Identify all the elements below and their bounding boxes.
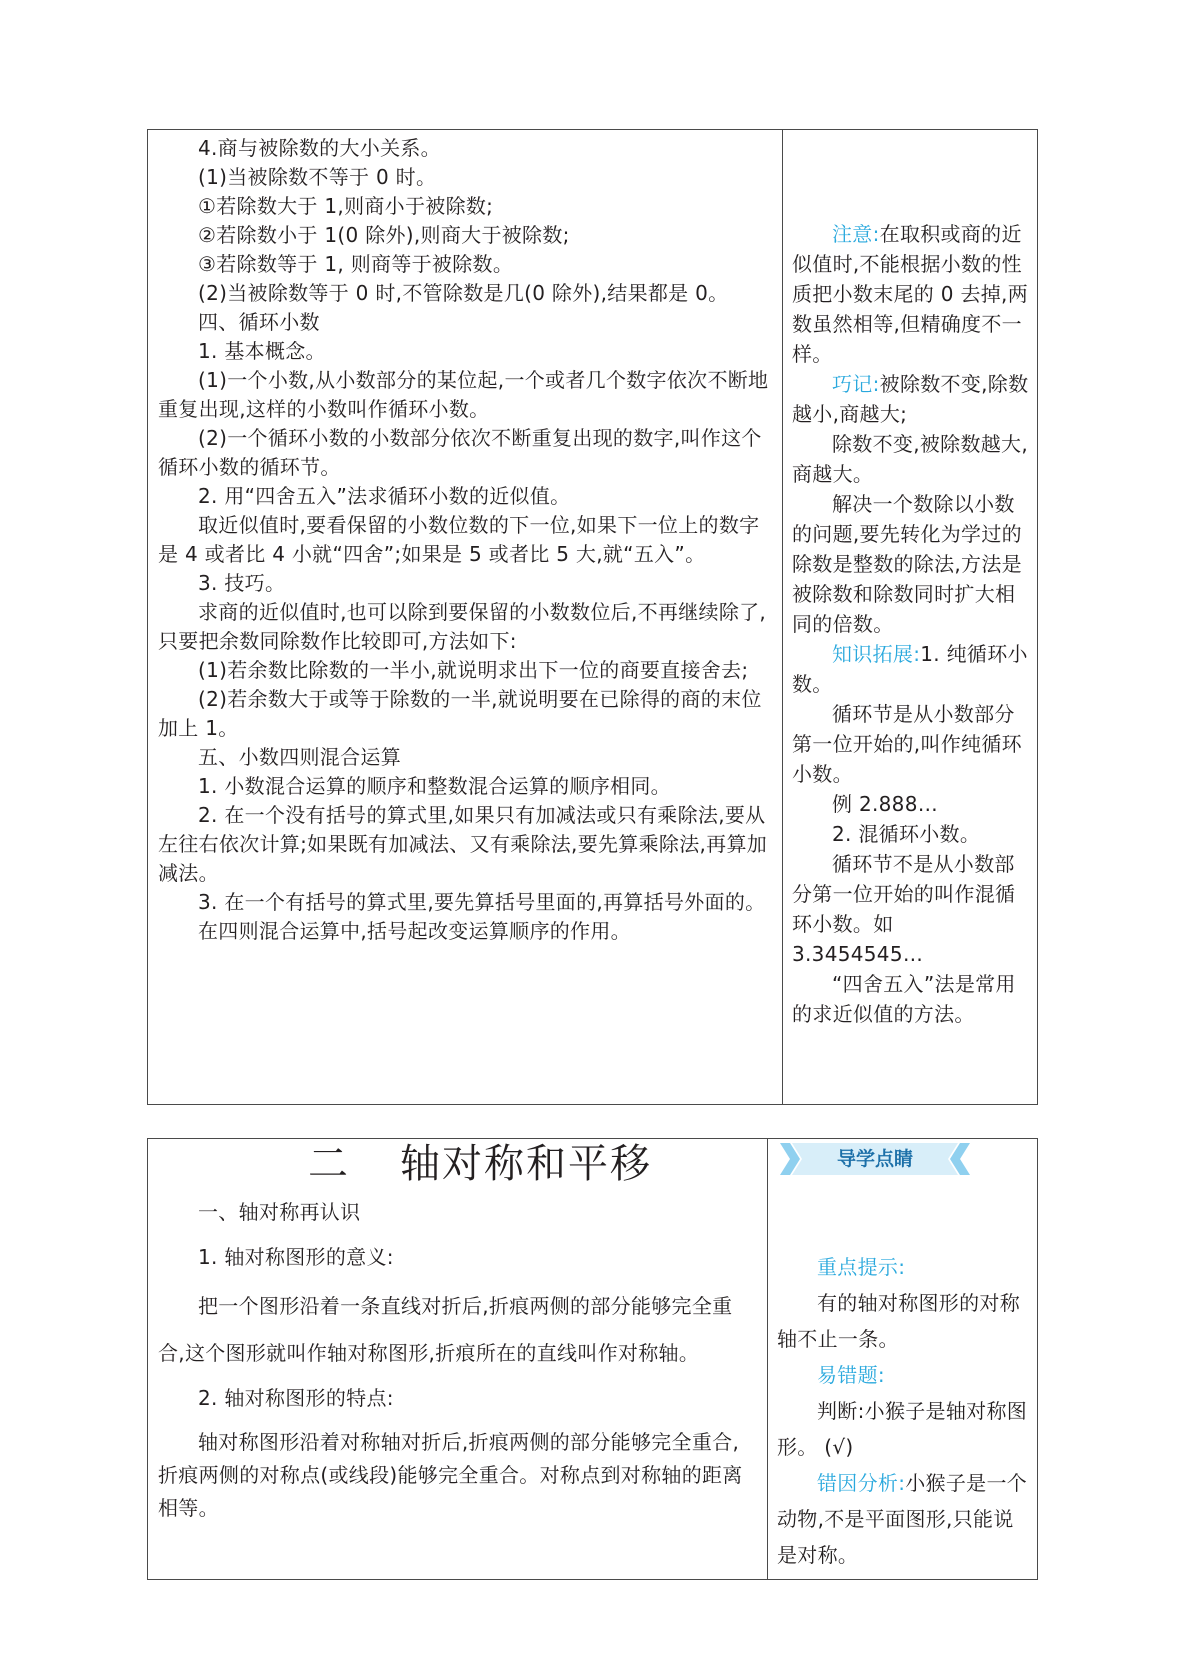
- main-notes-column: [158, 1139, 758, 1525]
- memo-tip: [792, 369, 1030, 429]
- text-paragraph: (1)若余数比除数的一半小,就说明求出下一位的商要直接舍去;: [198, 658, 749, 682]
- note-tip: [792, 219, 1030, 369]
- memo-label: 巧记:: [832, 372, 880, 396]
- text-line: 1. 小数混合运算的顺序和整数混合运算的顺序相同。: [198, 774, 671, 798]
- banner-label: 导学点睛: [836, 1148, 913, 1170]
- cause-label: 错因分析:: [817, 1471, 906, 1495]
- text-line: 2. 用“四舍五入”法求循环小数的近似值。: [198, 484, 571, 508]
- memo-text-2: 除数不变,被除数越大,商越大。: [792, 432, 1029, 486]
- text-line: 1. 基本概念。: [198, 339, 326, 363]
- text-paragraph: 轴对称图形沿着对称轴对折后,折痕两侧的部分能够完全重合,折痕两侧的对称点(或线段)能够完全重合。对称点到对称轴的距离相等。: [158, 1430, 743, 1520]
- key-text: 有的轴对称图形的对称轴不止一条。: [777, 1291, 1020, 1351]
- text-line: (1)当被除数不等于 0 时。: [198, 165, 437, 189]
- notes-table-division: [147, 129, 1038, 1105]
- key-label: 重点提示:: [817, 1255, 906, 1279]
- section-title-text: 轴对称和平移: [400, 1141, 652, 1187]
- solve-tip: 解决一个数除以小数的问题,要先转化为学过的除数是整数的除法,方法是被除数和除数同时扩大相同的倍数。: [792, 492, 1022, 636]
- text-paragraph: 取近似值时,要看保留的小数位数的下一位,如果下一位上的数字是 4 或者比 4 小就“四舍”;如果是 5 或者比 5 大,就“五入”。: [158, 513, 760, 566]
- text-line: 3. 技巧。: [198, 571, 286, 595]
- text-line: 1. 轴对称图形的意义:: [198, 1245, 394, 1269]
- text-line: ③若除数等于 1, 则商等于被除数。: [198, 252, 514, 276]
- extension-heading: 2. 混循环小数。: [832, 822, 981, 846]
- section-number: 二: [308, 1141, 350, 1187]
- text-line: 在四则混合运算中,括号起改变运算顺序的作用。: [198, 919, 631, 943]
- note-label: 注意:: [832, 222, 880, 246]
- guide-banner: [780, 1143, 970, 1175]
- heading-repeating-decimal: 四、循环小数: [198, 310, 320, 334]
- notes-table-symmetry: [147, 1138, 1038, 1580]
- main-notes-column: [158, 134, 774, 946]
- text-paragraph: 2. 在一个没有括号的算式里,如果只有加减法或只有乘除法,要从左往右依次计算;如果既有加减法、又有乘除法,要先算乘除法,再算加减法。: [158, 803, 768, 885]
- note-text: 在取积或商的近似值时,不能根据小数的性质把小数末尾的 0 去掉,两数虽然相等,但精确度不一样。: [792, 222, 1028, 366]
- cause-text: 小猴子是一个动物,不是平面图形,只能说是对称。: [777, 1471, 1028, 1567]
- sidebar-tips-column: [792, 219, 1030, 1029]
- text-paragraph: (1)一个小数,从小数部分的某位起,一个或者几个数字依次不断地重复出现,这样的小数叫作循环小数。: [158, 368, 769, 421]
- cause-tip: [777, 1465, 1031, 1573]
- column-divider: [782, 130, 783, 1104]
- extension-paragraph: 循环节不是从小数部分第一位开始的叫作混循环小数。如 3.3454545…: [792, 852, 1016, 966]
- text-paragraph: (2)一个循环小数的小数部分依次不断重复出现的数字,叫作这个循环小数的循环节。: [158, 426, 762, 479]
- heading-mixed-operations: 五、小数四则混合运算: [198, 745, 401, 769]
- extension-paragraph: “四舍五入”法是常用的求近似值的方法。: [792, 972, 1016, 1026]
- text-paragraph: 把一个图形沿着一条直线对折后,折痕两侧的部分能够完全重合,这个图形就叫作轴对称图形,折痕所在的直线叫作对称轴。: [158, 1294, 733, 1365]
- text-line: ②若除数小于 1(0 除外),则商大于被除数;: [198, 223, 570, 247]
- section-title: [158, 1139, 758, 1189]
- extension-paragraph: 循环节是从小数部分第一位开始的,叫作纯循环小数。: [792, 702, 1022, 786]
- error-label: 易错题:: [817, 1363, 885, 1387]
- heading-axis-symmetry: 一、轴对称再认识: [198, 1200, 361, 1224]
- column-divider: [767, 1139, 768, 1579]
- text-paragraph: 求商的近似值时,也可以除到要保留的小数数位后,不再继续除了,只要把余数同除数作比较即可,方法如下:: [158, 600, 767, 653]
- error-text: 判断:小猴子是轴对称图形。 (√): [777, 1399, 1028, 1459]
- text-paragraph: 3. 在一个有括号的算式里,要先算括号里面的,再算括号外面的。: [198, 890, 766, 914]
- extension-label: 知识拓展:: [832, 642, 921, 666]
- text-paragraph: (2)若余数大于或等于除数的一半,就说明要在已除得的商的末位加上 1。: [158, 687, 762, 740]
- heading-quotient-relation: 4.商与被除数的大小关系。: [198, 136, 441, 160]
- text-line: ①若除数大于 1,则商小于被除数;: [198, 194, 494, 218]
- extension-text: 1. 纯循环小数。: [792, 642, 1028, 696]
- text-line: (2)当被除数等于 0 时,不管除数是几(0 除外),结果都是 0。: [198, 281, 729, 305]
- text-line: 2. 轴对称图形的特点:: [198, 1386, 394, 1410]
- memo-text: 被除数不变,除数越小,商越大;: [792, 372, 1029, 426]
- extension-tip: [792, 639, 1030, 699]
- sidebar-tips-column: [777, 1249, 1031, 1573]
- extension-example: 例 2.888…: [832, 792, 939, 816]
